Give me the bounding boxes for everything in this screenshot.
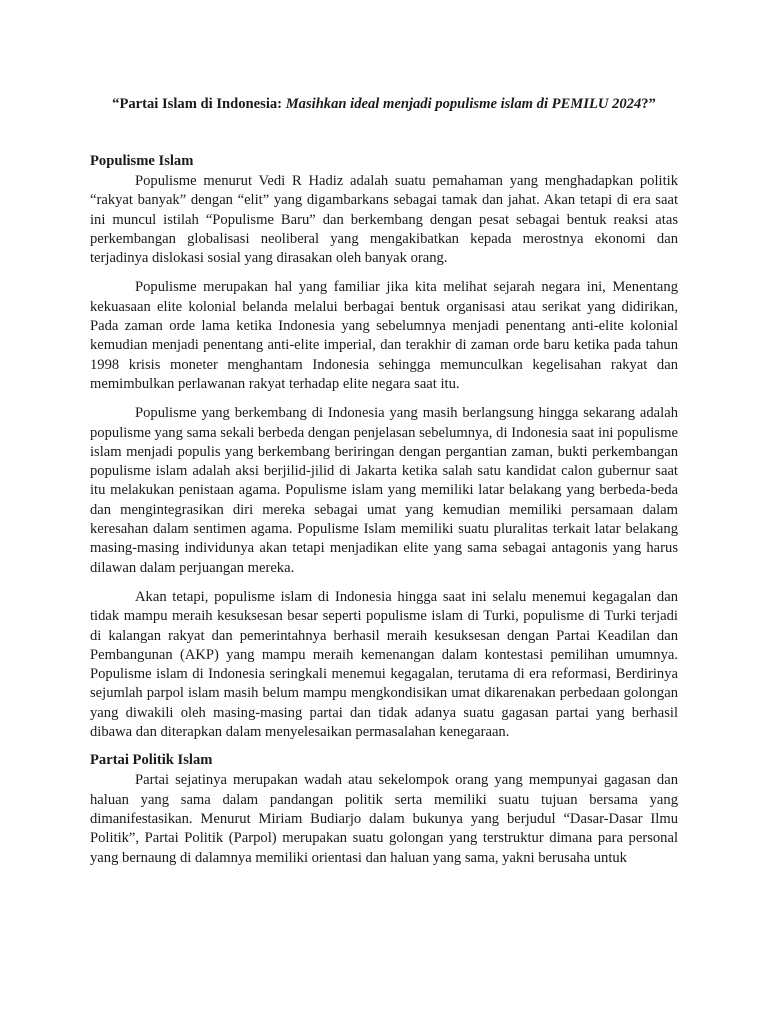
- paragraph: Populisme menurut Vedi R Hadiz adalah suatu pemahaman yang menghadapkan politik “rakyat banyak” dengan “elit” yang digambarkans sebagai tamak dan jahat. Akan tetapi di era saat ini muncul istilah “Populisme Baru” dan berkembang dengan pesat sebagai bentuk reaksi atas perkembangan globalisasi neoliberal yang mengakibatkan kepada merostnya ekonomi dan terjadinya dislokasi sosial yang dirasakan oleh banyak orang.: [90, 173, 678, 267]
- title-end-text: ?”: [641, 96, 656, 112]
- paragraph: Populisme yang berkembang di Indonesia yang masih berlangsung hingga sekarang adalah populisme yang sama sekali berbeda dengan penjelasan sebelumnya, di Indonesia saat ini populisme islam menjadi populis yang berkembang beriringan dengan pergantian zaman, bukti perkembangan populisme islam adalah aksi berjilid-jilid di Jakarta ketika salah satu kandidat calon gubernur saat itu melakukan penistaan agama. Populisme islam yang memiliki latar belakang yang berbeda-beda dan mengintegrasikan diri mereka sebagai umat yang kemudian memiliki persamaan dalam keresahan dalam sentimen agama. Populisme Islam memiliki suatu pluralitas terkait latar belakang masing-masing individunya akan tetapi menjadikan elite yang sama sebagai antagonis yang harus dilawan dalam perjuangan mereka.: [90, 405, 678, 576]
- paragraph: Akan tetapi, populisme islam di Indonesia hingga saat ini selalu menemui kegagalan dan tidak mampu meraih kesuksesan besar seperti populisme islam di Turki, populisme di Turki terjadi di kalangan rakyat dan pemerintahnya berhasil meraih kesuksesan dengan Partai Keadilan dan Pembangunan (AKP) yang mampu meraih kemenangan dalam kontestasi pemilihan umumnya. Populisme islam di Indonesia seringkali menemui kegagalan, terutama di era reformasi, Berdirinya sejumlah parpol islam masih belum mampu mengkondisikan umat dikarenakan perbedaan golongan yang diwakili oleh masing-masing partai dan tidak adanya suatu gagasan partai yang berhasil dibawa dan diterapkan dalam menyelesaikan permasalahan kenegaraan.: [90, 588, 678, 741]
- paragraph: Populisme merupakan hal yang familiar jika kita melihat sejarah negara ini, Menentang kekuasaan elite kolonial belanda melalui berbagai bentuk organisasi atau serikat yang didirikan, Pada zaman orde lama ketika Indonesia yang sebelumnya menjadi penentang anti-elite kolonial kemudian menjadi penentang anti-elite imperial, dan terakhir di zaman orde baru ketika pada tahun 1998 krisis moneter menghantam Indonesia sehingga memunculkan kegelisahan rakyat dan memimbulkan perlawanan rakyat terhadap elite negara saat itu.: [90, 279, 678, 392]
- document-title: [70, 95, 698, 114]
- paragraph: Partai sejatinya merupakan wadah atau sekelompok orang yang mempunyai gagasan dan haluan yang sama dalam pandangan politik serta memiliki suatu tujuan bersama yang dimanifestasikan. Menurut Miriam Budiarjo dalam bukunya yang berjudul “Dasar-Dasar Ilmu Politik”, Partai Politik (Parpol) merupakan suatu golongan yang terstruktur dimana para personal yang bernaung di dalamnya memiliki orientasi dan haluan yang sama, yakni berusaha untuk: [90, 772, 678, 866]
- section-heading-populisme-islam: Populisme Islam: [90, 153, 194, 169]
- title-italic-text: Masihkan ideal menjadi populisme islam di PEMILU 2024: [285, 96, 642, 112]
- section-heading-partai-politik-islam: Partai Politik Islam: [90, 752, 213, 769]
- document-page: [90, 95, 678, 868]
- title-plain-text: “Partai Islam di Indonesia:: [112, 96, 286, 112]
